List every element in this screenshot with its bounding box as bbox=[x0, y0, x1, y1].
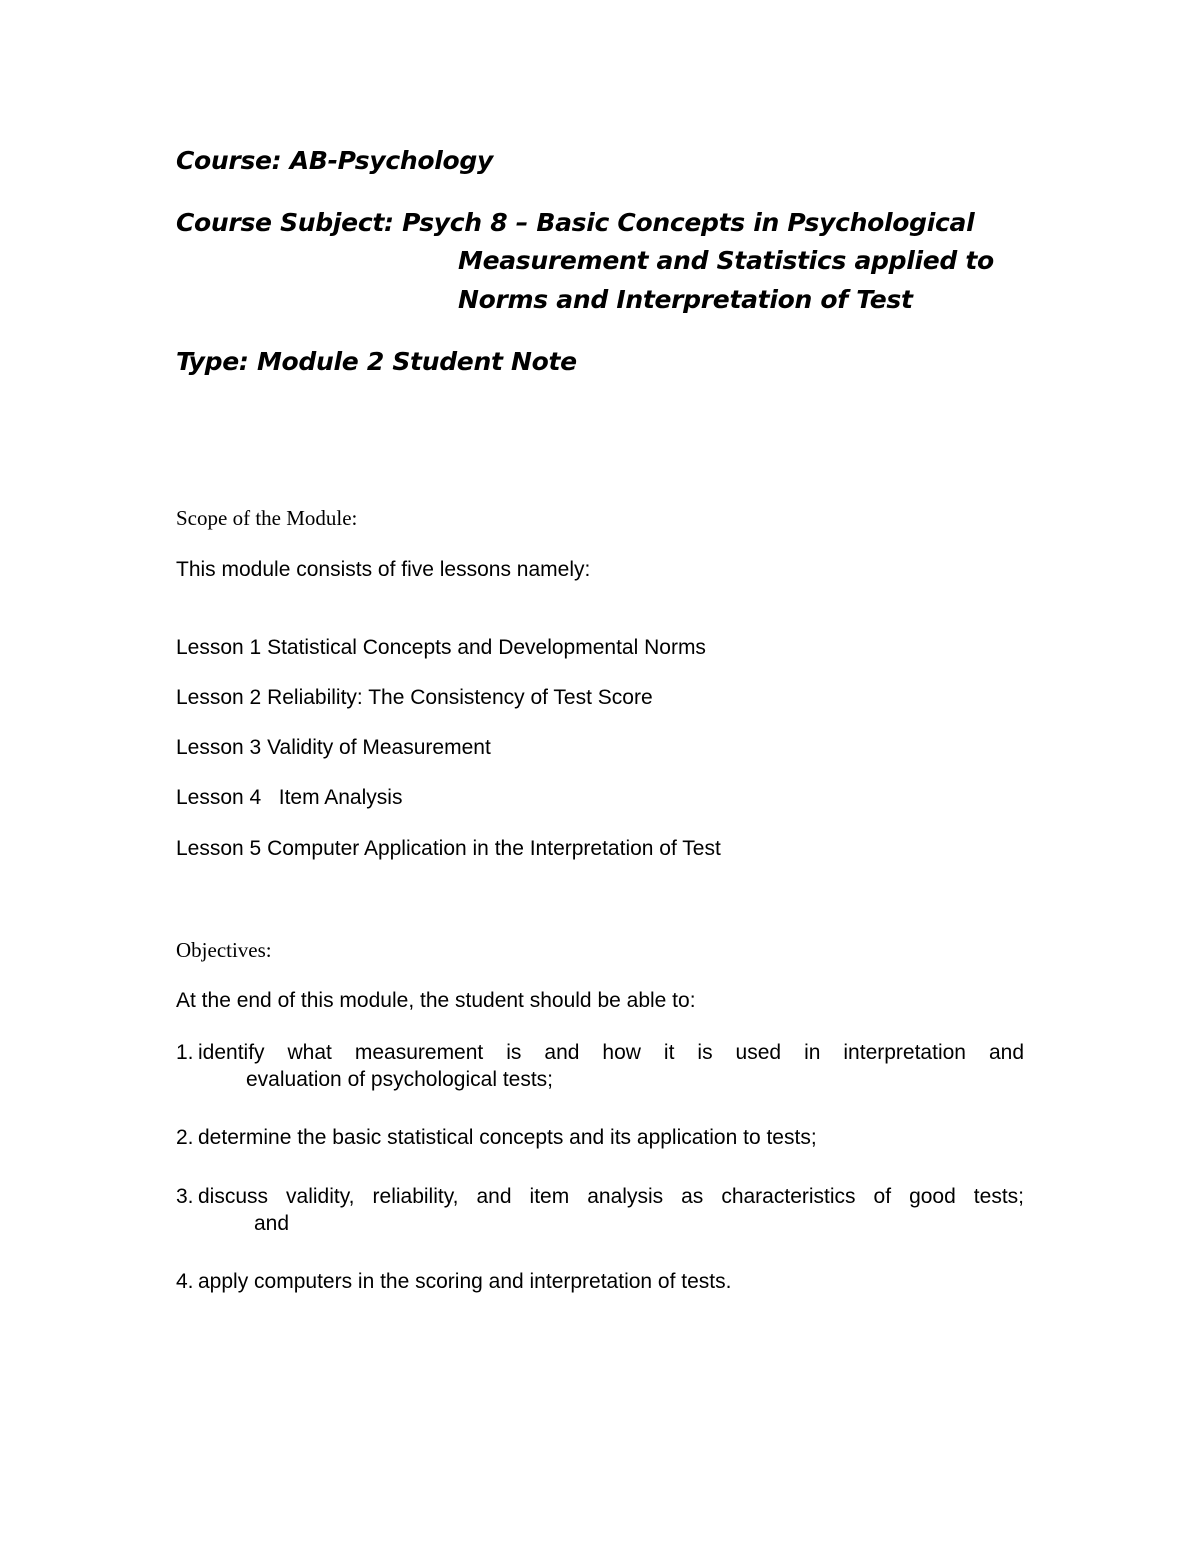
lesson-item: Lesson 3 Validity of Measurement bbox=[176, 736, 491, 759]
lesson-item: Lesson 5 Computer Application in the Interpretation of Test bbox=[176, 837, 721, 860]
objective-text-line-2: evaluation of psychological tests; bbox=[246, 1068, 554, 1091]
objective-item bbox=[176, 1268, 1024, 1295]
objective-text-line-2: and bbox=[254, 1212, 290, 1235]
lesson-item: Lesson 4 Item Analysis bbox=[176, 786, 403, 809]
scope-heading: Scope of the Module: bbox=[176, 506, 358, 530]
objective-number: 2. bbox=[176, 1126, 194, 1149]
lesson-item: Lesson 1 Statistical Concepts and Developmental Norms bbox=[176, 636, 706, 659]
course-subject-line-2: Measurement and Statistics applied to bbox=[458, 246, 994, 275]
objective-text-line-1: identify what measurement is and how it is used in interpretation and bbox=[198, 1041, 1024, 1064]
objective-item bbox=[176, 1039, 1024, 1093]
objective-number: 3. bbox=[176, 1185, 194, 1208]
course-subject-line-3: Norms and Interpretation of Test bbox=[458, 285, 913, 314]
objectives-intro: At the end of this module, the student should be able to: bbox=[176, 989, 696, 1012]
document-type: Type: Module 2 Student Note bbox=[176, 347, 577, 376]
course-title: Course: AB-Psychology bbox=[176, 146, 494, 175]
scope-intro: This module consists of five lessons namely: bbox=[176, 558, 591, 581]
objective-text-line-1: determine the basic statistical concepts and its application to tests; bbox=[198, 1126, 817, 1149]
objective-text-line-1: apply computers in the scoring and interpretation of tests. bbox=[198, 1270, 732, 1293]
objective-number: 4. bbox=[176, 1270, 194, 1293]
lesson-item: Lesson 2 Reliability: The Consistency of Test Score bbox=[176, 686, 653, 709]
objectives-heading: Objectives: bbox=[176, 938, 272, 962]
course-subject-line-1: Course Subject: Psych 8 – Basic Concepts in Psychological bbox=[176, 208, 975, 237]
objective-item bbox=[176, 1124, 1024, 1151]
objective-item bbox=[176, 1183, 1024, 1237]
objective-text-line-1: discuss validity, reliability, and item analysis as characteristics of good tests; bbox=[198, 1185, 1024, 1208]
objective-number: 1. bbox=[176, 1041, 194, 1064]
